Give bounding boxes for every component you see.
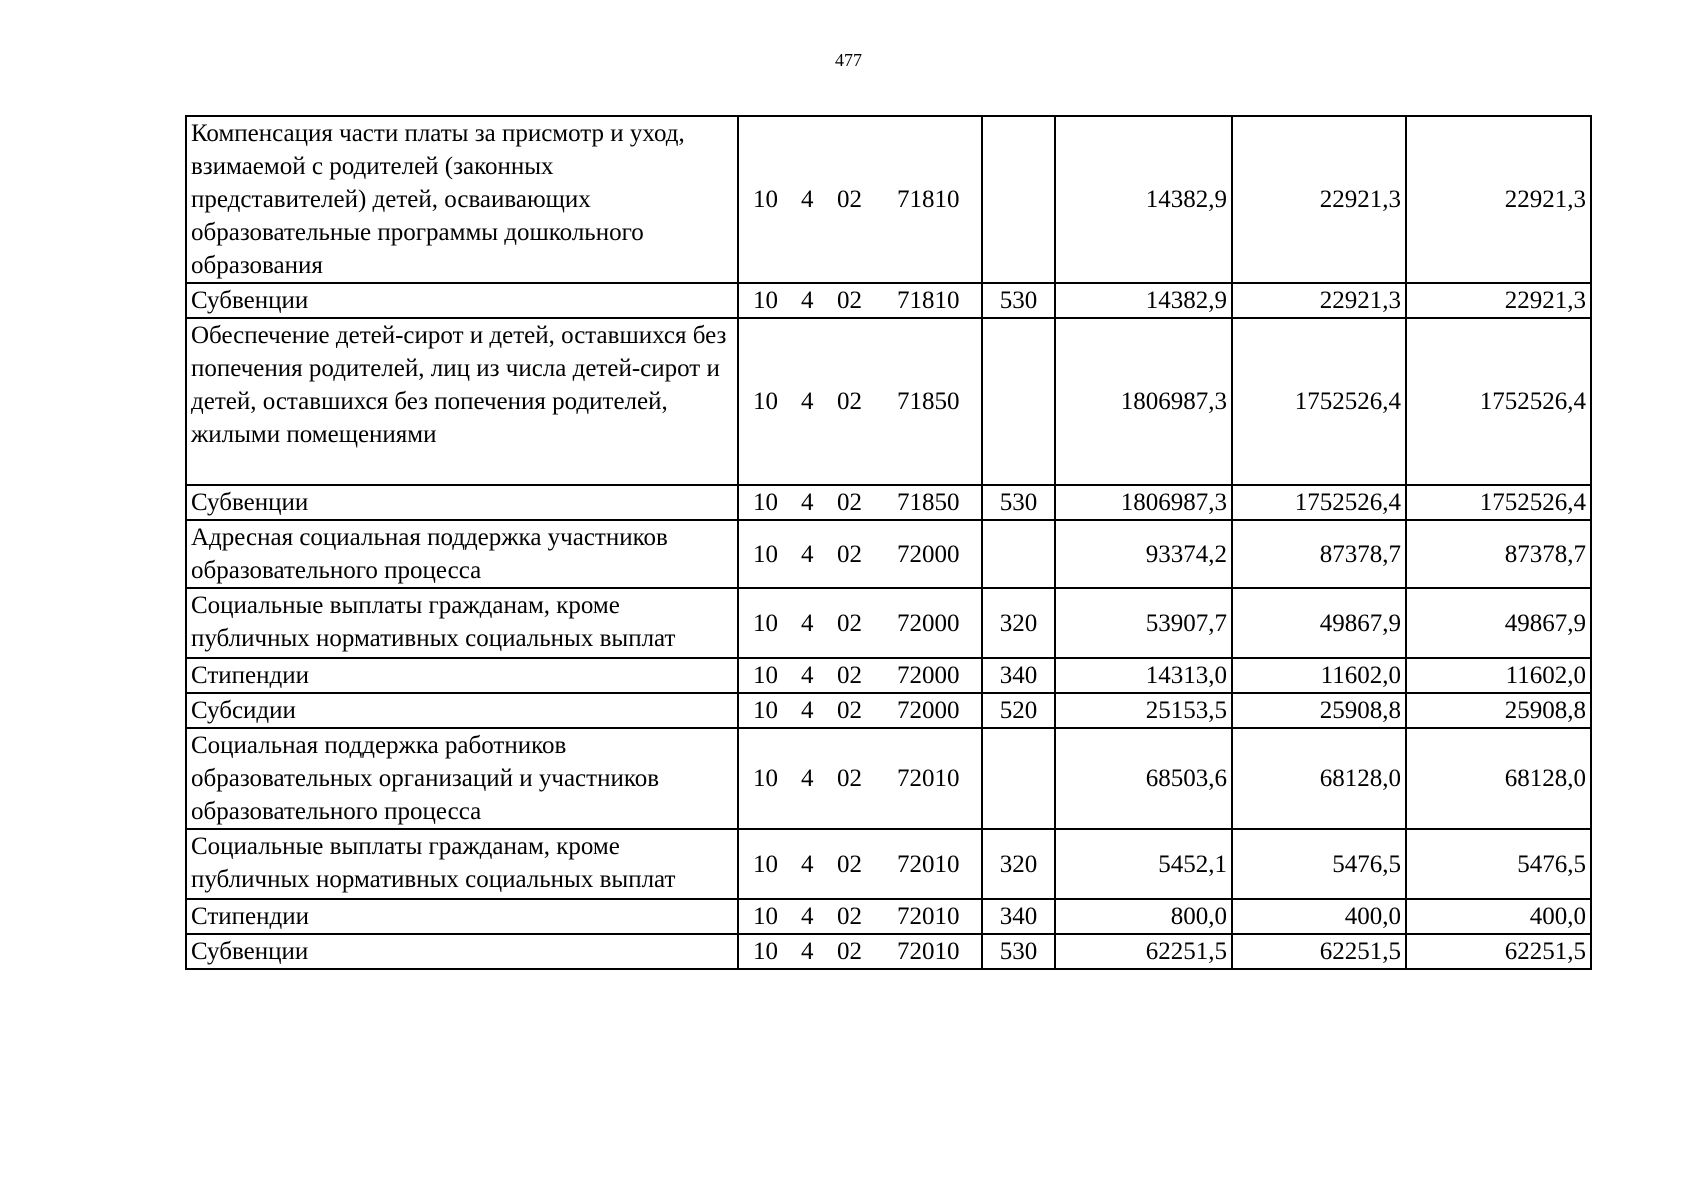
subprogram-code: 02 xyxy=(837,540,862,568)
program-code: 4 xyxy=(801,765,814,792)
amount-cell: 1752526,4 xyxy=(1232,485,1406,520)
direction-code: 71850 xyxy=(897,489,960,516)
direction-code: 72010 xyxy=(897,850,960,878)
amount-cell: 5476,5 xyxy=(1232,829,1406,899)
amount-cell: 22921,3 xyxy=(1406,283,1591,318)
direction-code: 71850 xyxy=(897,388,960,415)
table-row xyxy=(186,693,1591,728)
amount-cell: 5476,5 xyxy=(1406,829,1591,899)
row-description: Стипендии xyxy=(186,899,738,934)
amount-cell: 68128,0 xyxy=(1406,728,1591,829)
table-row xyxy=(186,588,1591,658)
table-row xyxy=(186,283,1591,318)
amount-cell: 68503,6 xyxy=(1055,728,1232,829)
amount-cell: 87378,7 xyxy=(1232,520,1406,588)
classification-code xyxy=(738,318,982,485)
section-code: 10 xyxy=(753,662,778,689)
table-row xyxy=(186,318,1591,485)
section-code: 10 xyxy=(753,186,778,213)
row-description: Обеспечение детей-сирот и детей, оставшихся без попечения родителей, лиц из числа детей-сирот и детей, оставшихся без попечения родителей, жилыми помещениями xyxy=(186,318,738,485)
direction-code: 72000 xyxy=(897,662,960,689)
section-code: 10 xyxy=(753,765,778,792)
row-description: Компенсация части платы за присмотр и уход, взимаемой с родителей (законных представителей) детей, осваивающих образовательные программы дошкольного образования xyxy=(186,116,738,283)
amount-cell: 49867,9 xyxy=(1406,588,1591,658)
amount-cell: 1806987,3 xyxy=(1055,318,1232,485)
classification-code xyxy=(738,934,982,969)
row-description: Социальные выплаты гражданам, кроме публичных нормативных социальных выплат xyxy=(186,829,738,899)
direction-code: 72010 xyxy=(897,903,960,930)
amount-cell: 11602,0 xyxy=(1406,658,1591,693)
classification-code xyxy=(738,728,982,829)
amount-cell: 22921,3 xyxy=(1232,283,1406,318)
amount-cell: 1806987,3 xyxy=(1055,485,1232,520)
amount-cell: 49867,9 xyxy=(1232,588,1406,658)
direction-code: 71810 xyxy=(897,287,960,314)
subprogram-code: 02 xyxy=(837,287,862,314)
classification-code xyxy=(738,658,982,693)
section-code: 10 xyxy=(753,903,778,930)
amount-cell: 22921,3 xyxy=(1232,116,1406,283)
program-code: 4 xyxy=(801,850,814,878)
direction-code: 72000 xyxy=(897,609,960,637)
expense-type-code xyxy=(982,116,1055,283)
table-row xyxy=(186,829,1591,899)
amount-cell: 1752526,4 xyxy=(1406,318,1591,485)
amount-cell: 1752526,4 xyxy=(1406,485,1591,520)
program-code: 4 xyxy=(801,388,814,415)
program-code: 4 xyxy=(801,903,814,930)
row-description: Субвенции xyxy=(186,934,738,969)
page-number: 477 xyxy=(835,50,862,70)
direction-code: 72000 xyxy=(897,697,960,724)
amount-cell: 25153,5 xyxy=(1055,693,1232,728)
amount-cell: 53907,7 xyxy=(1055,588,1232,658)
expense-type-code: 530 xyxy=(982,283,1055,318)
classification-code xyxy=(738,829,982,899)
expense-type-code xyxy=(982,520,1055,588)
table-row xyxy=(186,728,1591,829)
amount-cell: 14313,0 xyxy=(1055,658,1232,693)
table-row xyxy=(186,658,1591,693)
subprogram-code: 02 xyxy=(837,938,862,965)
direction-code: 72000 xyxy=(897,540,960,568)
table-row xyxy=(186,899,1591,934)
classification-code xyxy=(738,485,982,520)
expense-type-code: 320 xyxy=(982,829,1055,899)
classification-code xyxy=(738,693,982,728)
expense-type-code: 520 xyxy=(982,693,1055,728)
expense-type-code: 530 xyxy=(982,934,1055,969)
subprogram-code: 02 xyxy=(837,662,862,689)
subprogram-code: 02 xyxy=(837,609,862,637)
subprogram-code: 02 xyxy=(837,388,862,415)
program-code: 4 xyxy=(801,697,814,724)
amount-cell: 22921,3 xyxy=(1406,116,1591,283)
subprogram-code: 02 xyxy=(837,765,862,792)
row-description: Субсидии xyxy=(186,693,738,728)
direction-code: 72010 xyxy=(897,938,960,965)
amount-cell: 62251,5 xyxy=(1055,934,1232,969)
subprogram-code: 02 xyxy=(837,186,862,213)
amount-cell: 25908,8 xyxy=(1406,693,1591,728)
row-description: Стипендии xyxy=(186,658,738,693)
amount-cell: 87378,7 xyxy=(1406,520,1591,588)
row-description: Социальная поддержка работников образовательных организаций и участников образовательного процесса xyxy=(186,728,738,829)
subprogram-code: 02 xyxy=(837,903,862,930)
amount-cell: 14382,9 xyxy=(1055,283,1232,318)
section-code: 10 xyxy=(753,287,778,314)
table-row xyxy=(186,116,1591,283)
program-code: 4 xyxy=(801,662,814,689)
section-code: 10 xyxy=(753,697,778,724)
expense-type-code: 340 xyxy=(982,899,1055,934)
program-code: 4 xyxy=(801,609,814,637)
table-row xyxy=(186,485,1591,520)
amount-cell: 62251,5 xyxy=(1406,934,1591,969)
section-code: 10 xyxy=(753,609,778,637)
row-description: Субвенции xyxy=(186,283,738,318)
row-description: Социальные выплаты гражданам, кроме публичных нормативных социальных выплат xyxy=(186,588,738,658)
classification-code xyxy=(738,283,982,318)
classification-code xyxy=(738,116,982,283)
direction-code: 71810 xyxy=(897,186,960,213)
amount-cell: 11602,0 xyxy=(1232,658,1406,693)
section-code: 10 xyxy=(753,850,778,878)
amount-cell: 68128,0 xyxy=(1232,728,1406,829)
expense-type-code: 530 xyxy=(982,485,1055,520)
program-code: 4 xyxy=(801,540,814,568)
amount-cell: 1752526,4 xyxy=(1232,318,1406,485)
subprogram-code: 02 xyxy=(837,697,862,724)
program-code: 4 xyxy=(801,489,814,516)
amount-cell: 93374,2 xyxy=(1055,520,1232,588)
section-code: 10 xyxy=(753,938,778,965)
subprogram-code: 02 xyxy=(837,489,862,516)
expense-type-code xyxy=(982,318,1055,485)
amount-cell: 62251,5 xyxy=(1232,934,1406,969)
amount-cell: 400,0 xyxy=(1232,899,1406,934)
classification-code xyxy=(738,520,982,588)
budget-table xyxy=(185,115,1592,970)
subprogram-code: 02 xyxy=(837,850,862,878)
section-code: 10 xyxy=(753,388,778,415)
direction-code: 72010 xyxy=(897,765,960,792)
row-description: Субвенции xyxy=(186,485,738,520)
expense-type-code: 320 xyxy=(982,588,1055,658)
section-code: 10 xyxy=(753,489,778,516)
table-row xyxy=(186,934,1591,969)
expense-type-code xyxy=(982,728,1055,829)
row-description: Адресная социальная поддержка участников образовательного процесса xyxy=(186,520,738,588)
amount-cell: 5452,1 xyxy=(1055,829,1232,899)
amount-cell: 800,0 xyxy=(1055,899,1232,934)
program-code: 4 xyxy=(801,938,814,965)
expense-type-code: 340 xyxy=(982,658,1055,693)
amount-cell: 14382,9 xyxy=(1055,116,1232,283)
table-row xyxy=(186,520,1591,588)
amount-cell: 25908,8 xyxy=(1232,693,1406,728)
program-code: 4 xyxy=(801,287,814,314)
section-code: 10 xyxy=(753,540,778,568)
classification-code xyxy=(738,588,982,658)
program-code: 4 xyxy=(801,186,814,213)
classification-code xyxy=(738,899,982,934)
amount-cell: 400,0 xyxy=(1406,899,1591,934)
